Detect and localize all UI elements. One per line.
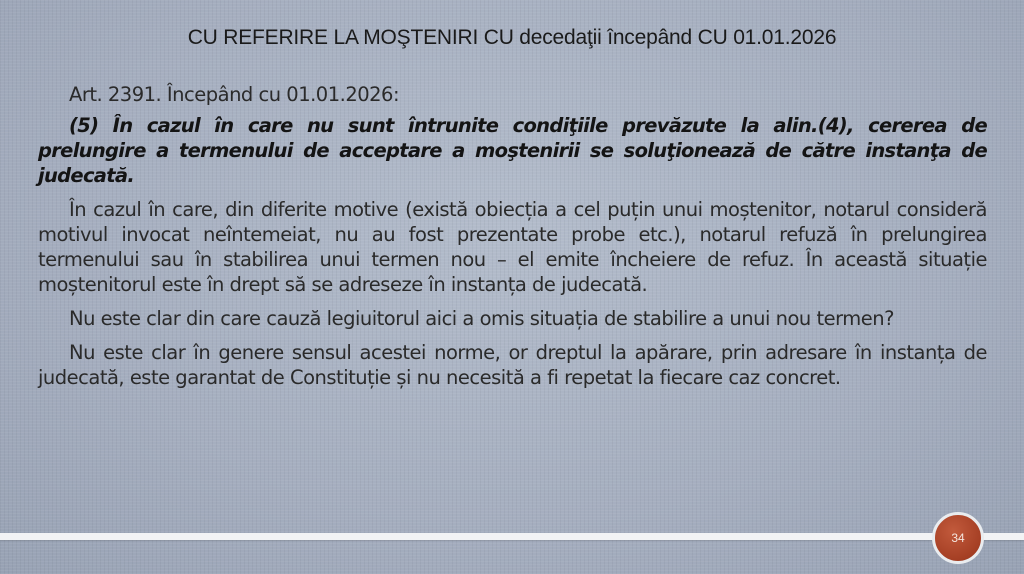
paragraph-explanation: În cazul în care, din diferite motive (există obiecția a cel puțin unui moștenitor, notarul consideră motivul invocat neîntemeiat, nu au fost prezentate probe etc.), notarul refuză în prelungirea termenului sau în stabilirea unui termen nou – el emite încheiere de refuz. În această situație moștenitorul este în drept să se adreseze în instanța de judecată. (38, 198, 987, 296)
paragraph-question: Nu este clar din care cauză legiuitorul aici a omis situația de stabilire a unui nou termen? (69, 307, 894, 330)
slide-body (38, 82, 987, 399)
article-intro: Art. 2391. Începând cu 01.01.2026: (69, 83, 400, 106)
page-number: 34 (951, 531, 965, 545)
article-quote: (5) În cazul în care nu sunt întrunite condiţiile prevăzute la alin.(4), cererea de prelungire a termenului de acceptare a moştenirii se soluţionează de către instanţa de judecată. (38, 114, 987, 187)
footer-divider (0, 533, 1024, 540)
page-number-badge (932, 512, 984, 564)
paragraph-conclusion: Nu este clar în genere sensul acestei norme, or dreptul la apărare, prin adresare în instanța de judecată, este garantat de Constituție și nu necesită a fi repetat la fiecare caz concret. (38, 341, 987, 389)
slide-title: CU REFERIRE LA MOŞTENIRI CU decedaţii începând CU 01.01.2026 (187, 26, 837, 49)
